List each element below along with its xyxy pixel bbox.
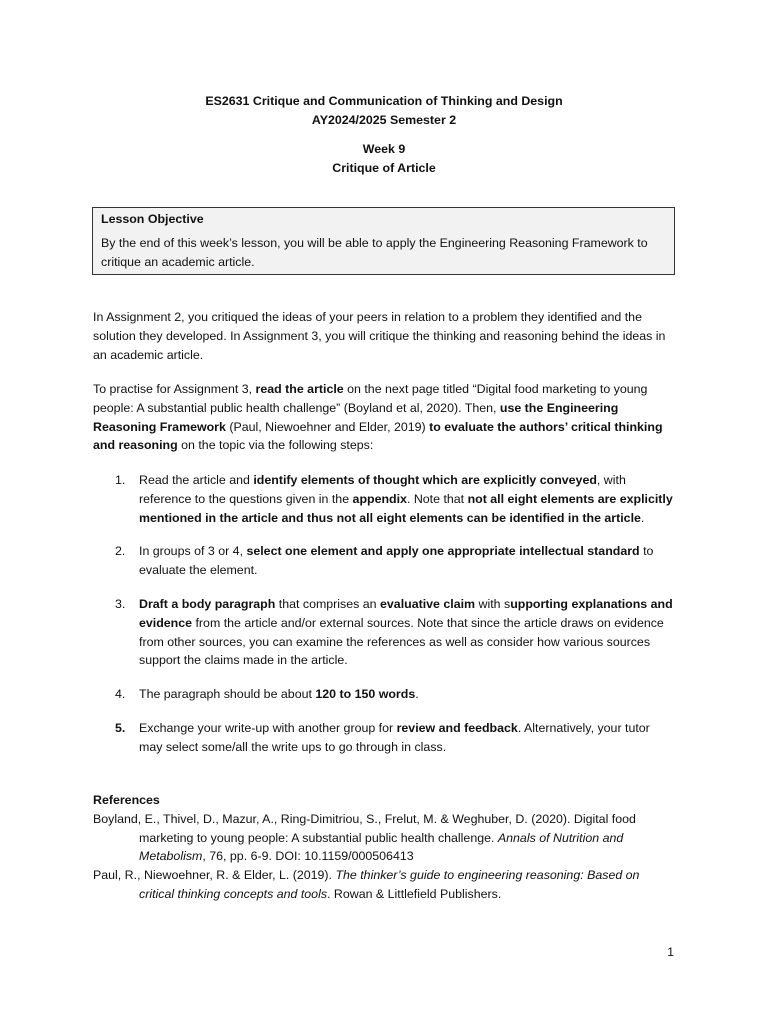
text-run-bold: 120 to 150 words (315, 687, 416, 702)
text-run-bold: upporting explanations and evidence (139, 596, 673, 630)
text-run: that comprises an (275, 596, 381, 611)
list-item (93, 595, 675, 670)
steps-list (93, 471, 675, 772)
list-number: 2. (115, 544, 126, 559)
text-run-bold: Draft a body paragraph (139, 596, 276, 611)
list-number: 1. (115, 473, 126, 487)
text-run: . (640, 510, 645, 525)
text-run: Boyland, E., Thivel, D., Mazur, A., Ring-Dimitriou, S., Frelut, M. & Weghuber, D. (2020). Digital food marketing to young people: A substantial public health challenge. (93, 811, 636, 845)
text-run: . (415, 687, 419, 702)
intro-paragraph-1: In Assignment 2, you critiqued the ideas of your peers in relation to a problem they identified and the solution they developed. In Assignment 3, you will critique the thinking and reasoning behind the ideas in an academic article. (93, 310, 666, 362)
text-run: , with reference to the questions given in the (139, 473, 626, 506)
text-run: Read the article and (139, 473, 254, 487)
document-header (0, 92, 768, 178)
text-run-bold: review and feedback (396, 720, 518, 735)
text-run: The paragraph should be about (139, 687, 316, 702)
text-run: Exchange your write-up with another group for (139, 720, 397, 735)
week-label: Week 9 (362, 142, 406, 156)
text-run-bold: evaluative claim (380, 596, 476, 611)
text-run-italic: Annals of Nutrition and Metabolism (139, 830, 624, 864)
text-run: . Alternatively, your tutor may select some/all the write ups to go through in class. (139, 720, 650, 754)
references-title: References (93, 793, 160, 807)
text-run: To practise for Assignment 3, (93, 382, 256, 396)
list-number: 4. (115, 687, 126, 702)
text-run-bold: read the article (255, 382, 344, 396)
text-run-bold: use the Engineering Reasoning Framework (93, 400, 619, 434)
text-run-bold: identify elements of thought which are explicitly conveyed (253, 473, 597, 487)
topic-title: Critique of Article (332, 161, 436, 175)
reference-entry (93, 866, 675, 904)
list-number: 5. (115, 720, 126, 735)
list-item (93, 471, 675, 527)
objective-title: Lesson Objective (101, 212, 204, 226)
text-run-bold: select one element and apply one appropriate intellectual standard (246, 544, 640, 559)
text-run: from the article and/or external sources. Note that since the article draws on evidence from other sources, you can examine the references as well as consider how various sources support the claims made in the article. (139, 615, 664, 668)
text-run: Paul, R., Niewoehner, R. & Elder, L. (2019). (93, 868, 336, 883)
text-run: on the next page titled “Digital food marketing to young people: A substantial public health challenge” (Boyland et al, 2020). Then, (93, 382, 648, 415)
text-run: . Rowan & Littlefield Publishers. (327, 886, 502, 901)
text-run: In groups of 3 or 4, (139, 544, 247, 559)
list-item (93, 685, 675, 704)
text-run-bold: to evaluate the authors’ critical thinking and reasoning (93, 419, 663, 453)
course-title: ES2631 Critique and Communication of Thinking and Design (205, 94, 563, 108)
text-run: (Paul, Niewoehner and Elder, 2019) (225, 419, 430, 434)
text-run-italic: The thinker’s guide to engineering reasoning: Based on critical thinking concepts and tools (139, 868, 640, 901)
text-run-bold: appendix (352, 491, 407, 506)
page-number: 1 (667, 945, 674, 959)
text-run: on the topic via the following steps: (177, 438, 374, 453)
list-item (93, 719, 675, 757)
text-run-bold: not all eight elements are explicitly mentioned in the article and thus not all eight elements can be identified in the article (139, 491, 673, 525)
list-number: 3. (115, 596, 126, 611)
objective-text: By the end of this week’s lesson, you will be able to apply the Engineering Reasoning Framework to critique an academic article. (101, 235, 648, 269)
reference-entry (93, 810, 675, 866)
lesson-objective-box (92, 207, 675, 275)
references-section (93, 791, 675, 904)
text-run: to evaluate the element. (139, 544, 654, 578)
semester-label: AY2024/2025 Semester 2 (311, 113, 457, 127)
text-run: , 76, pp. 6-9. DOI: 10.1159/000506413 (202, 849, 414, 864)
intro-paragraph-2 (93, 380, 675, 455)
text-run: . Note that (406, 491, 468, 506)
list-item (93, 542, 675, 580)
text-run: with s (475, 596, 511, 611)
